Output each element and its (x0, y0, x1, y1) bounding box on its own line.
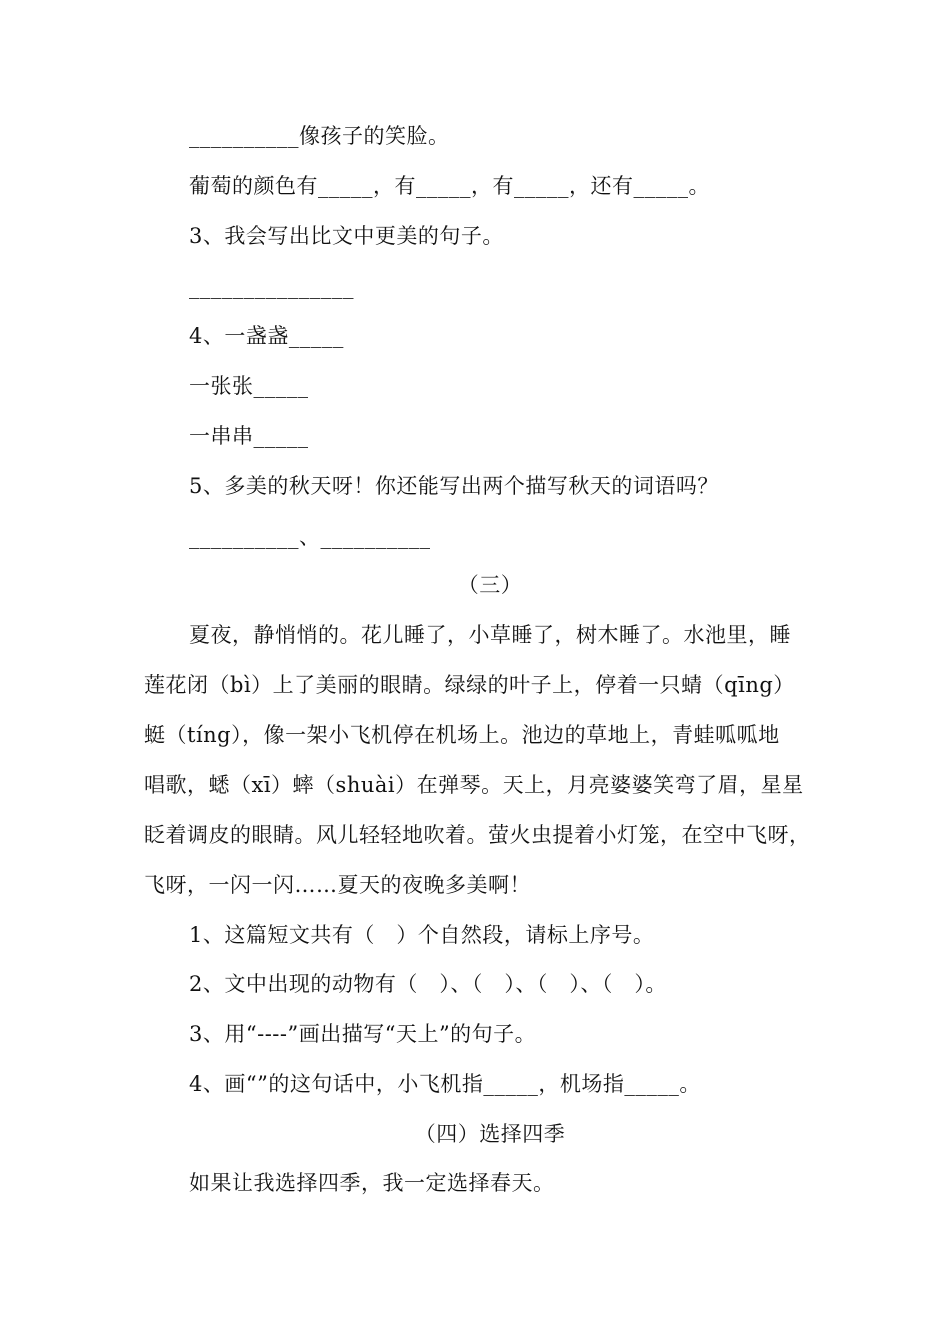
section-four-first-line: 如果让我选择四季，我一定选择春天。 (189, 1171, 555, 1195)
fill-blank-grape-colors: 葡萄的颜色有_____，有_____，有_____，还有_____。 (189, 174, 710, 198)
question-1-paragraph-count: 1、这篇短文共有（ ）个自然段，请标上序号。 (189, 923, 655, 947)
question-4-metaphor: 4、画“”的这句话中，小飞机指_____，机场指_____。 (189, 1072, 701, 1096)
question-3-underline: 3、用“----”画出描写“天上”的句子。 (189, 1022, 537, 1046)
answer-blank-pair: __________、__________ (189, 525, 431, 549)
passage-line-1: 夏夜，静悄悄的。花儿睡了，小草睡了，树木睡了。水池里，睡 (189, 623, 791, 647)
passage-line-6: 飞呀，一闪一闪……夏天的夜晚多美啊！ (144, 873, 531, 897)
question-2-animals: 2、文中出现的动物有（ ）、（ ）、（ ）、（ ）。 (189, 972, 667, 996)
passage-line-2: 莲花闭（bì）上了美丽的眼睛。绿绿的叶子上，停着一只蜻（qīng） (144, 673, 795, 697)
question-4-item-sheets: 一张张_____ (189, 374, 309, 398)
passage-line-5: 眨着调皮的眼睛。风儿轻轻地吹着。萤火虫提着小灯笼，在空中飞呀， (144, 823, 811, 847)
question-4-item-lamps: 4、一盏盏_____ (189, 324, 344, 348)
answer-blank-line: _______________ (189, 275, 354, 299)
question-5-heading: 5、多美的秋天呀！你还能写出两个描写秋天的词语吗？ (189, 474, 719, 498)
question-3-heading: 3、我会写出比文中更美的句子。 (189, 224, 504, 248)
question-4-item-strings: 一串串_____ (189, 424, 309, 448)
section-four-title: （四）选择四季 (414, 1122, 566, 1146)
passage-line-4: 唱歌，蟋（xī）蟀（shuài）在弹琴。天上，月亮婆婆笑弯了眉，星星 (144, 773, 804, 797)
section-three-title: （三） (457, 573, 523, 597)
passage-line-3: 蜓（tíng），像一架小飞机停在机场上。池边的草地上，青蛙呱呱地 (144, 723, 780, 747)
fill-blank-smiling-face: __________像孩子的笑脸。 (189, 124, 450, 148)
